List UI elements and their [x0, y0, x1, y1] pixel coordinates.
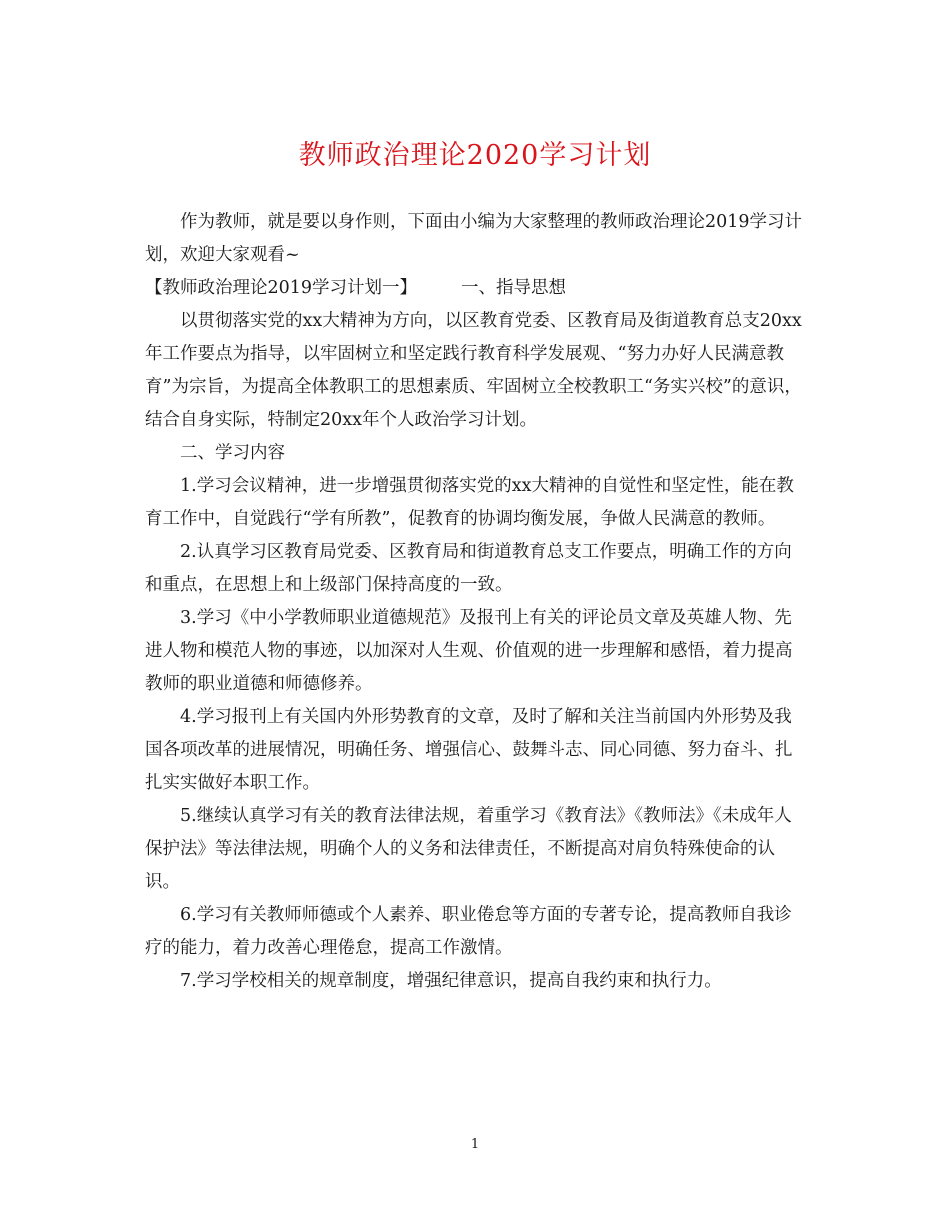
page-number: 1: [470, 1137, 480, 1152]
guiding-paragraph: 以贯彻落实党的xx大精神为方向，以区教育党委、区教育局及街道教育总支20xx年工作要点为指导，以牢固树立和坚定践行教育科学发展观、“努力办好人民满意教育”为宗旨，为提高全体教职工的思想素质、牢固树立全校教职工“务实兴校”的意识，结合自身实际，特制定20xx年个人政治学习计划。: [145, 311, 802, 430]
list-item: 1.学习会议精神，进一步增强贯彻落实党的xx大精神的自觉性和坚定性，能在教育工作中，自觉践行“学有所教”，促教育的协调均衡发展，争做人民满意的教师。: [145, 476, 794, 529]
document-title: 教师政治理论2020学习计划: [298, 140, 652, 171]
document-body: [145, 206, 805, 998]
intro-paragraph: 作为教师，就是要以身作则，下面由小编为大家整理的教师政治理论2019学习计划，欢迎大家观看~: [145, 212, 803, 265]
list-item: 2.认真学习区教育局党委、区教育局和街道教育总支工作要点，明确工作的方向和重点，在思想上和上级部门保持高度的一致。: [145, 542, 792, 595]
list-item: 6.学习有关教师师德或个人素养、职业倦怠等方面的专著专论，提高教师自我诊疗的能力，着力改善心理倦怠，提高工作激情。: [145, 905, 792, 958]
section-heading-line: [145, 272, 805, 305]
list-item: 4.学习报刊上有关国内外形势教育的文章，及时了解和关注当前国内外形势及我国各项改革的进展情况，明确任务、增强信心、鼓舞斗志、同心同德、努力奋斗、扎扎实实做好本职工作。: [145, 707, 793, 793]
list-item: 7.学习学校相关的规章制度，增强纪律意识，提高自我约束和执行力。: [180, 971, 722, 991]
section-label: 【教师政治理论2019学习计划一】: [145, 278, 418, 298]
heading-study-content: 二、学习内容: [180, 443, 285, 463]
heading-guiding-thought: 一、指导思想: [461, 278, 567, 298]
list-item: 5.继续认真学习有关的教育法律法规，着重学习《教育法》《教师法》《未成年人保护法》等法律法规，明确个人的义务和法律责任，不断提高对肩负特殊使命的认识。: [145, 806, 792, 892]
list-item: 3.学习《中小学教师职业道德规范》及报刊上有关的评论员文章及英雄人物、先进人物和模范人物的事迹，以加深对人生观、价值观的进一步理解和感悟，着力提高教师的职业道德和师德修养。: [145, 608, 793, 694]
